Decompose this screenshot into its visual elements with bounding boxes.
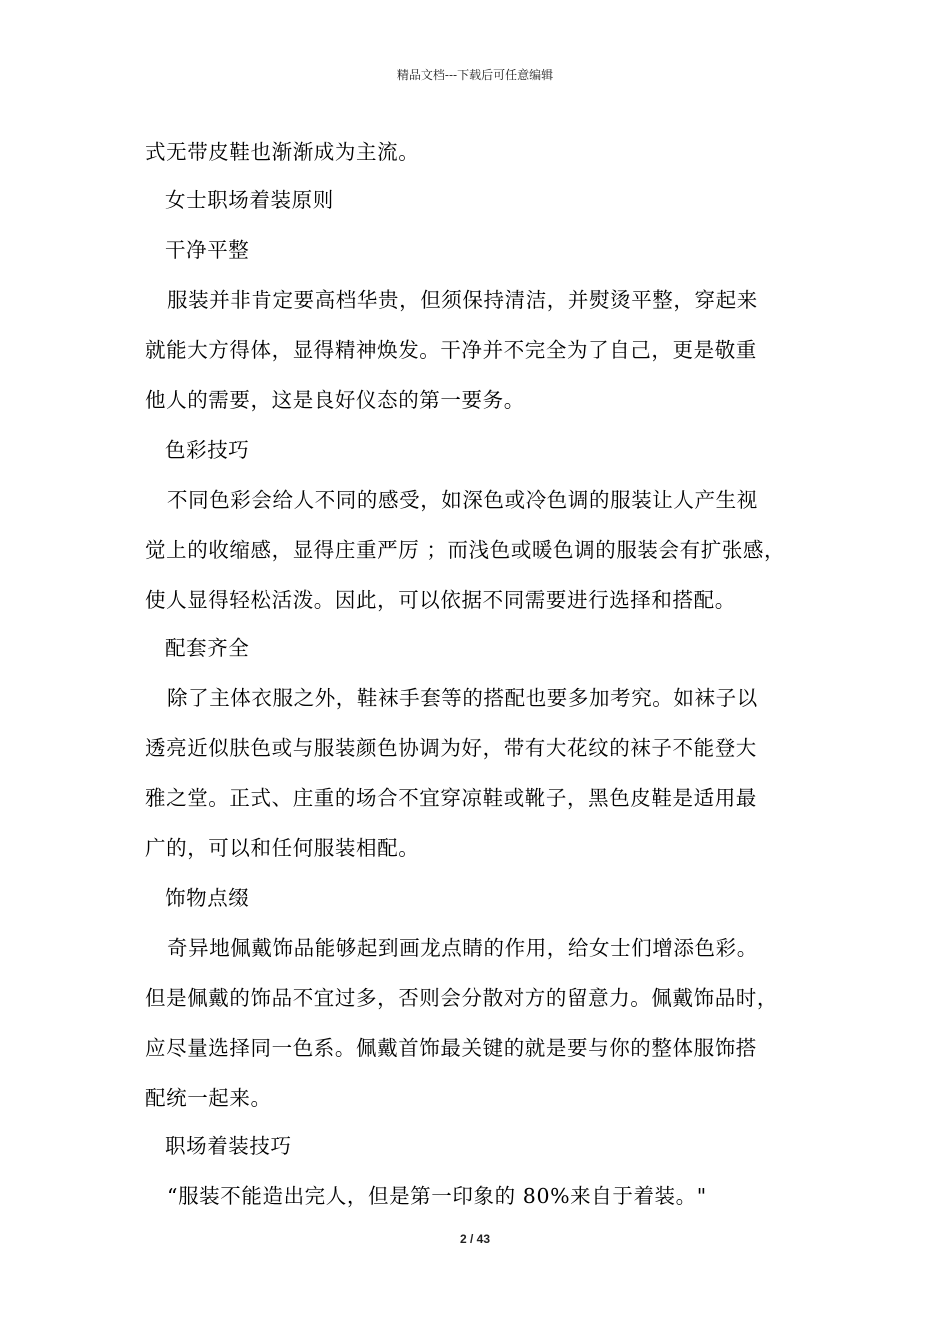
line-9: 使人显得轻松活泼。因此，可以依据不同需要进行选择和搭配。 <box>145 588 736 612</box>
heading-2: 色彩技巧 <box>165 438 250 462</box>
line-21: “服装不能造出完人，但是第一印象的 80%来自于着装。" <box>167 1184 707 1208</box>
line-8: 觉上的收缩感，显得庄重严厉 ；而浅色或暖色调的服装会有扩张感， <box>145 538 786 562</box>
line-19: 配统一起来。 <box>145 1086 272 1110</box>
line-0: 式无带皮鞋也渐渐成为主流。 <box>145 140 420 164</box>
heading-3: 配套齐全 <box>165 636 250 660</box>
line-4: 就能大方得体，显得精神焕发。干净并不完全为了自己，更是敬重 <box>145 338 757 362</box>
line-17: 但是佩戴的饰品不宜过多，否则会分散对方的留意力。佩戴饰品时， <box>145 986 778 1010</box>
line-13: 雅之堂。正式、庄重的场合不宜穿凉鞋或靴子，黑色皮鞋是适用最 <box>145 786 757 810</box>
page-number: 2 / 43 <box>459 1232 491 1246</box>
line-18: 应尽量选择同一色系。佩戴首饰最关键的就是要与你的整体服饰搭 <box>145 1036 757 1060</box>
heading-5: 职场着装技巧 <box>165 1134 292 1158</box>
heading-0: 女士职场着装原则 <box>165 188 334 212</box>
line-12: 透亮近似肤色或与服装颜色协调为好，带有大花纹的袜子不能登大 <box>145 736 757 760</box>
heading-1: 干净平整 <box>165 238 250 262</box>
line-11: 除了主体衣服之外，鞋袜手套等的搭配也要多加考究。如袜子以 <box>167 686 758 710</box>
line-5: 他人的需要，这是良好仪态的第一要务。 <box>145 388 525 412</box>
line-14: 广的，可以和任何服装相配。 <box>145 836 420 860</box>
page-header: 精品文档---下载后可任意编辑 <box>396 68 554 82</box>
line-3: 服装并非肯定要高档华贵，但须保持清洁，并熨烫平整，穿起来 <box>167 288 758 312</box>
line-7: 不同色彩会给人不同的感受，如深色或冷色调的服装让人产生视 <box>167 488 758 512</box>
line-16: 奇异地佩戴饰品能够起到画龙点睛的作用，给女士们增添色彩。 <box>167 936 758 960</box>
heading-4: 饰物点缀 <box>165 886 250 910</box>
